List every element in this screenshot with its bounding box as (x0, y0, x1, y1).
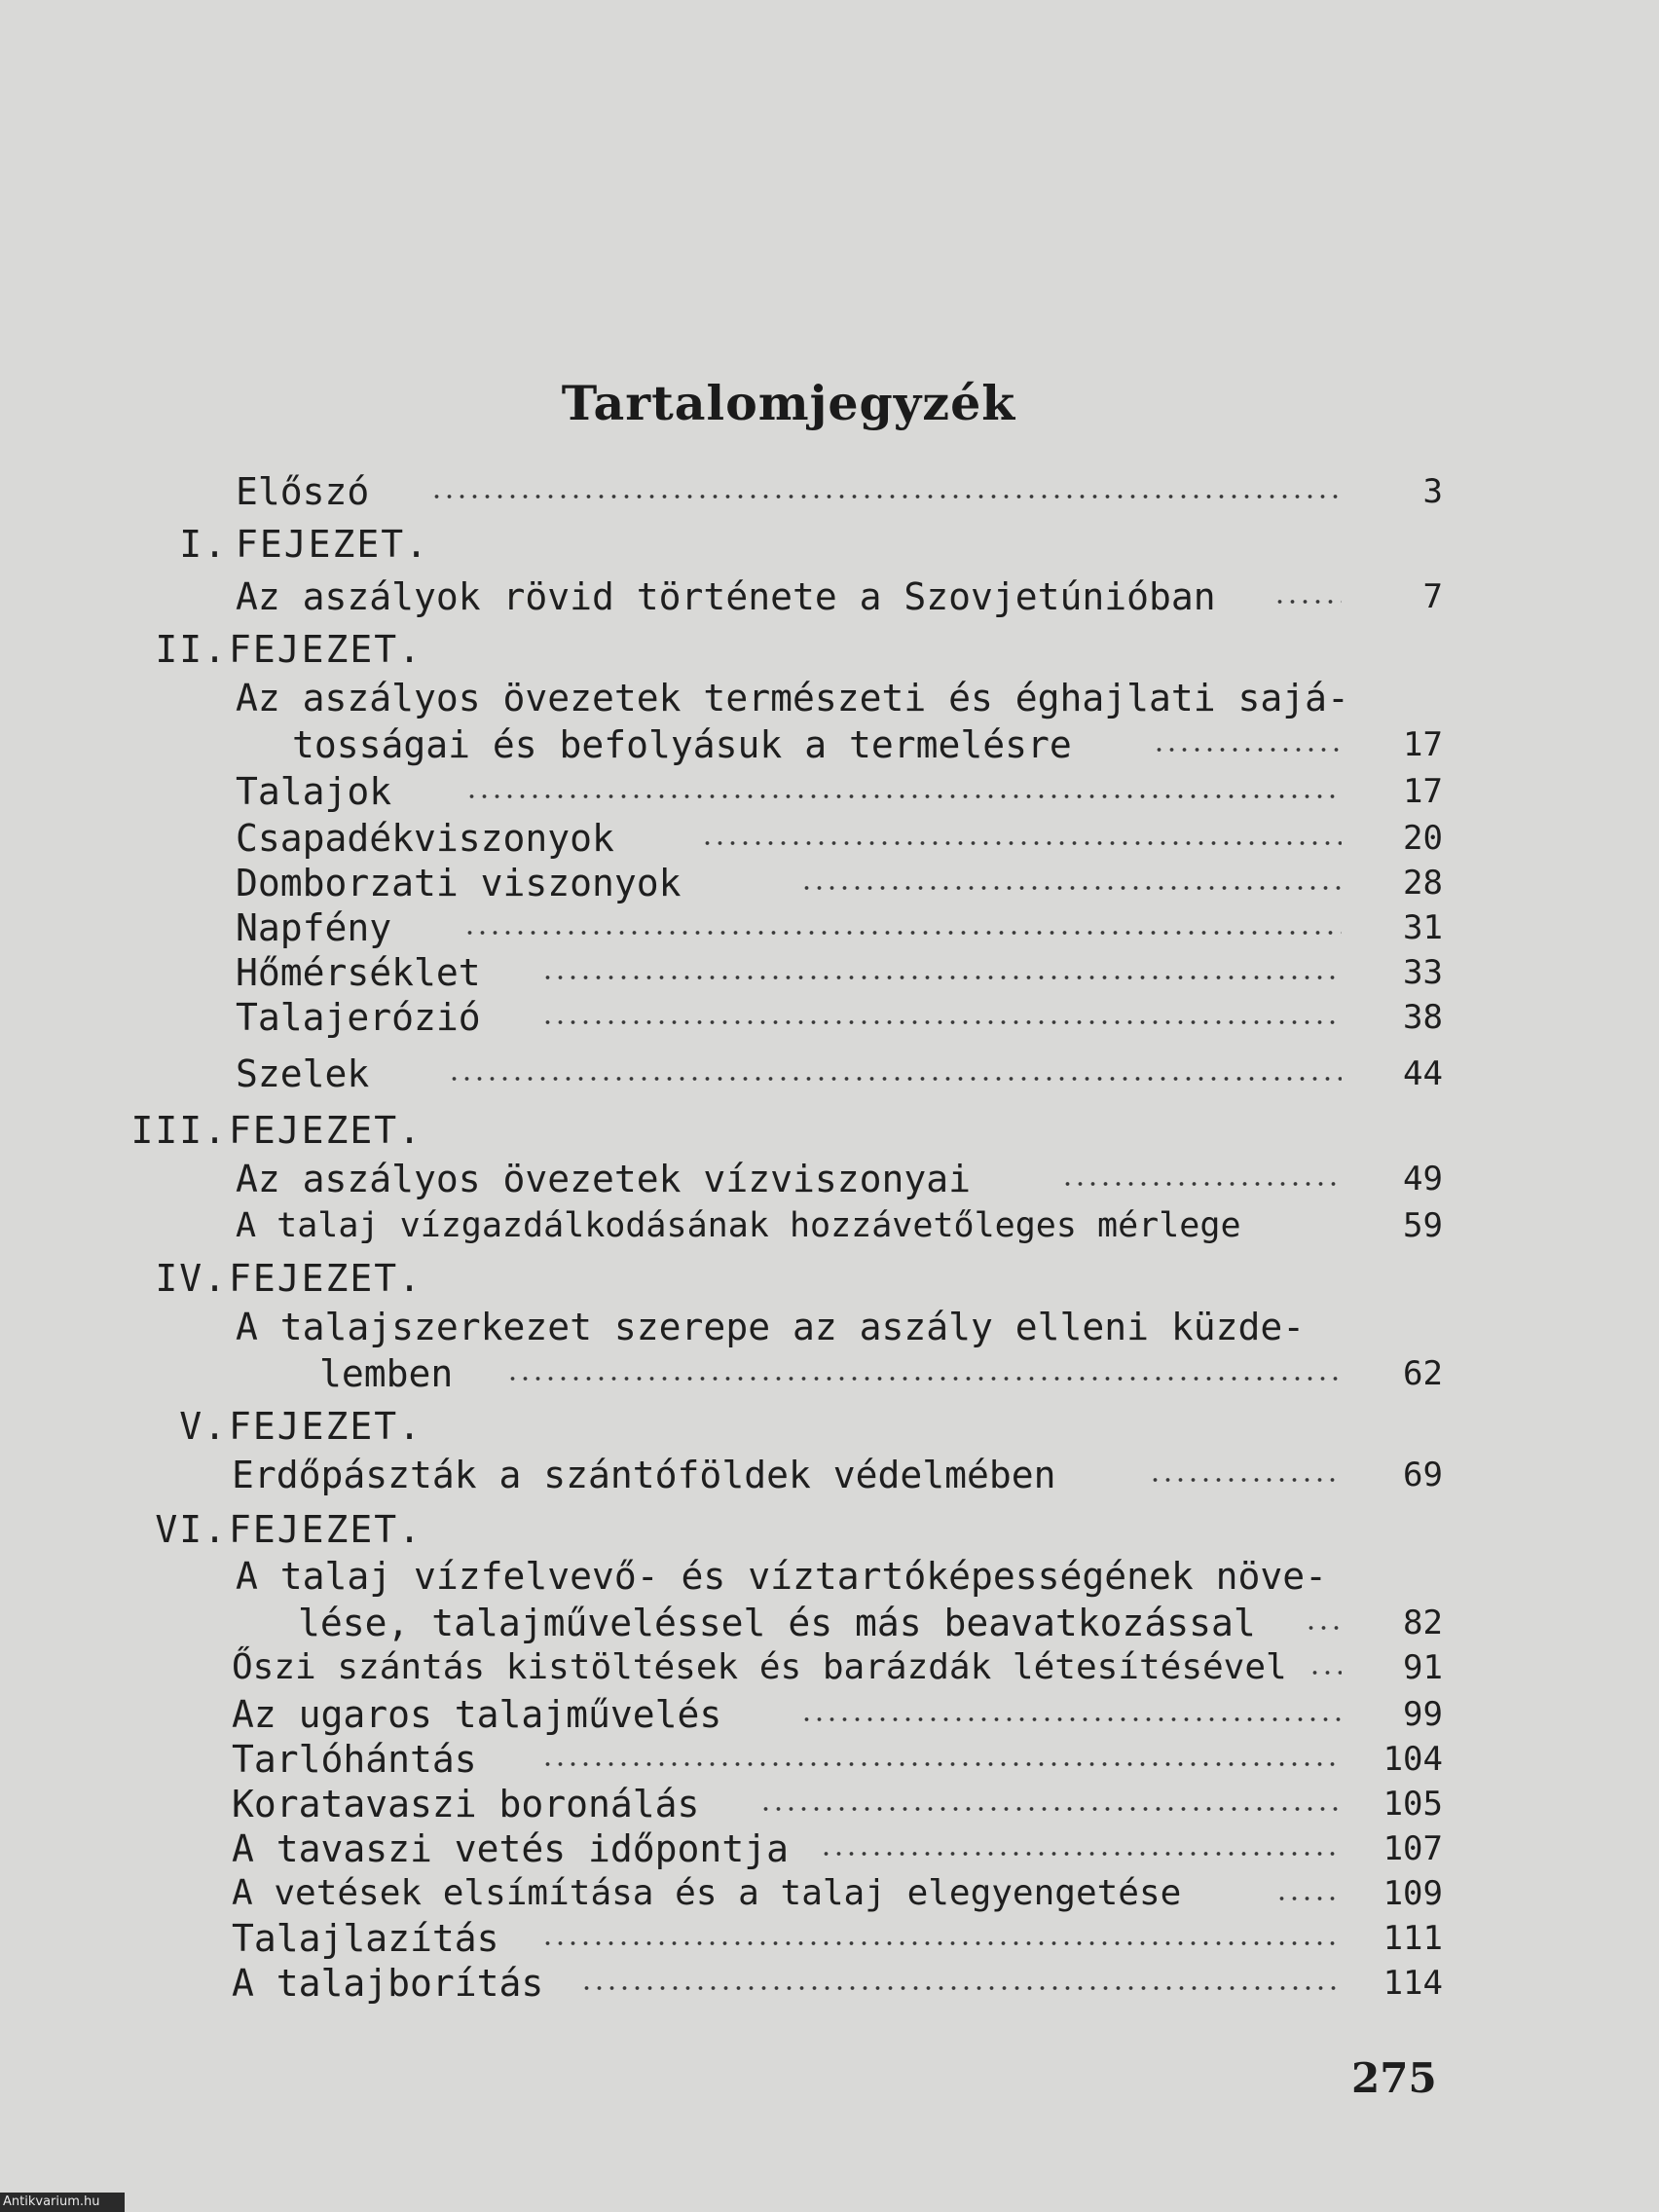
toc-page: 62 (1403, 1354, 1443, 1393)
toc-entry (0, 1916, 1659, 1961)
page-number: 275 (1351, 2054, 1437, 2102)
toc-label: A talajszerkezet szerepe az aszály elleni küzde- (236, 1306, 1306, 1348)
toc-entry (0, 1554, 1659, 1599)
toc-page: 3 (1422, 472, 1443, 511)
chapter-label: FEJEZET. (229, 1508, 424, 1551)
leader-dots (1309, 1667, 1342, 1680)
toc-entry (0, 1157, 1659, 1201)
toc-entry (0, 1871, 1659, 1916)
toc-page: 7 (1422, 577, 1443, 616)
toc-page: 111 (1382, 1919, 1443, 1958)
toc-label: Erdőpászták a szántóföldek védelmében (232, 1454, 1056, 1496)
toc-page: 28 (1403, 864, 1443, 903)
leader-dots (1305, 1622, 1342, 1636)
leader-dots (1275, 1893, 1342, 1906)
toc-label: Őszi szántás kistöltések és barázdák létesítésével (232, 1647, 1287, 1687)
toc-label: A talajborítás (232, 1962, 544, 2005)
chapter-number: I. (179, 523, 228, 566)
leader-dots (1149, 1474, 1342, 1488)
leader-dots (1153, 744, 1343, 757)
toc-entry (0, 905, 1659, 950)
leader-dots (1273, 596, 1342, 609)
toc-label: Talajerózió (236, 996, 481, 1039)
toc-label: A vetések elsímítása és a talaj elegyengetése (232, 1873, 1182, 1913)
toc-label: A tavaszi vetés időpontja (232, 1827, 789, 1870)
toc-page: 31 (1403, 908, 1443, 947)
chapter-label: FEJEZET. (229, 1257, 424, 1300)
chapter-label: FEJEZET. (236, 523, 430, 566)
leader-dots (580, 1982, 1342, 1996)
chapter-heading (0, 627, 1659, 672)
toc-label: Csapadékviszonyok (236, 817, 614, 860)
toc-label: A talaj vízgazdálkodásának hozzávetőleges mérlege (236, 1206, 1241, 1245)
chapter-label: FEJEZET. (229, 1109, 424, 1152)
leader-dots (759, 1803, 1342, 1817)
toc-page: 59 (1403, 1206, 1443, 1245)
toc-entry (0, 469, 1659, 514)
chapter-heading (0, 1256, 1659, 1301)
leader-dots (541, 1937, 1342, 1951)
leader-dots (701, 837, 1342, 851)
toc-page: 69 (1403, 1456, 1443, 1494)
toc-page: 91 (1403, 1648, 1443, 1687)
toc-label: Az aszályok rövid története a Szovjetúnióban (236, 575, 1216, 618)
leader-dots (800, 1714, 1342, 1727)
chapter-heading (0, 1404, 1659, 1449)
toc-page: 114 (1382, 1964, 1443, 2003)
toc-page: 17 (1403, 725, 1443, 764)
leader-dots (1061, 1178, 1342, 1192)
toc-entry (0, 1826, 1659, 1871)
toc-page: 104 (1382, 1740, 1443, 1779)
toc-page: 82 (1403, 1604, 1443, 1642)
leader-dots (541, 1758, 1342, 1772)
toc-label: Az aszályos övezetek természeti és éghajlati sajá- (236, 677, 1349, 719)
chapter-label: FEJEZET. (229, 628, 424, 671)
toc-label: A talaj vízfelvevő- és víztartóképességének növe- (236, 1555, 1328, 1598)
chapter-number: III. (130, 1109, 228, 1152)
toc-page: 49 (1403, 1160, 1443, 1198)
toc-page: 107 (1382, 1829, 1443, 1868)
leader-dots (541, 972, 1342, 985)
toc-entry (0, 676, 1659, 720)
leader-dots (430, 491, 1346, 504)
toc-entry (0, 1692, 1659, 1737)
leader-dots (506, 1373, 1342, 1386)
toc-entry (0, 816, 1659, 861)
toc-entry (0, 1453, 1659, 1497)
leader-dots (541, 1016, 1342, 1030)
toc-entry (0, 1051, 1659, 1096)
toc-label: Talajlazítás (232, 1917, 499, 1960)
chapter-heading (0, 1507, 1659, 1552)
toc-entry (0, 995, 1659, 1040)
toc-page: 99 (1403, 1695, 1443, 1734)
chapter-number: II. (155, 628, 228, 671)
toc-entry (0, 769, 1659, 814)
toc-page: 38 (1403, 998, 1443, 1037)
toc-label: Az aszályos övezetek vízviszonyai (236, 1158, 971, 1200)
toc-label: tosságai és befolyásuk a termelésre (292, 723, 1072, 766)
toc-entry (0, 950, 1659, 995)
page-title: Tartalomjegyzék (561, 375, 1016, 431)
toc-page: 44 (1403, 1054, 1443, 1093)
toc-label: lemben (319, 1352, 454, 1395)
leader-dots (448, 1073, 1342, 1087)
toc-page: 105 (1382, 1785, 1443, 1824)
toc-label: Talajok (236, 770, 392, 813)
toc-page: 20 (1403, 819, 1443, 858)
toc-label: Hőmérséklet (236, 951, 481, 994)
toc-entry (0, 722, 1659, 767)
chapter-number: VI. (155, 1508, 228, 1551)
toc-page: 109 (1382, 1874, 1443, 1913)
toc-entry (0, 574, 1659, 619)
leader-dots (463, 927, 1342, 940)
chapter-number: V. (179, 1405, 228, 1448)
toc-label: Napfény (236, 906, 392, 949)
toc-label: Domborzati viszonyok (236, 862, 682, 904)
watermark: Antikvarium.hu (0, 2193, 125, 2212)
toc-label: Szelek (236, 1052, 370, 1095)
toc-label: Az ugaros talajművelés (232, 1693, 722, 1736)
toc-page: 33 (1403, 953, 1443, 992)
toc-entry (0, 1351, 1659, 1396)
toc-entry (0, 1961, 1659, 2006)
toc-entry (0, 1645, 1659, 1690)
toc-entry (0, 1782, 1659, 1826)
toc-entry (0, 1305, 1659, 1349)
leader-dots (800, 882, 1342, 896)
toc-label: lése, talajműveléssel és más beavatkozással (298, 1602, 1256, 1644)
leader-dots (465, 791, 1342, 804)
leader-dots (820, 1848, 1342, 1862)
chapter-number: IV. (155, 1257, 228, 1300)
toc-label: Előszó (236, 470, 370, 513)
toc-entry (0, 861, 1659, 905)
toc-entry (0, 1203, 1659, 1248)
toc-entry (0, 1601, 1659, 1645)
toc-page: 17 (1403, 772, 1443, 811)
toc-label: Koratavaszi boronálás (232, 1783, 700, 1825)
toc-label: Tarlóhántás (232, 1738, 477, 1781)
toc-entry (0, 1737, 1659, 1782)
chapter-label: FEJEZET. (229, 1405, 424, 1448)
chapter-heading (0, 1108, 1659, 1153)
chapter-heading (0, 522, 1659, 567)
